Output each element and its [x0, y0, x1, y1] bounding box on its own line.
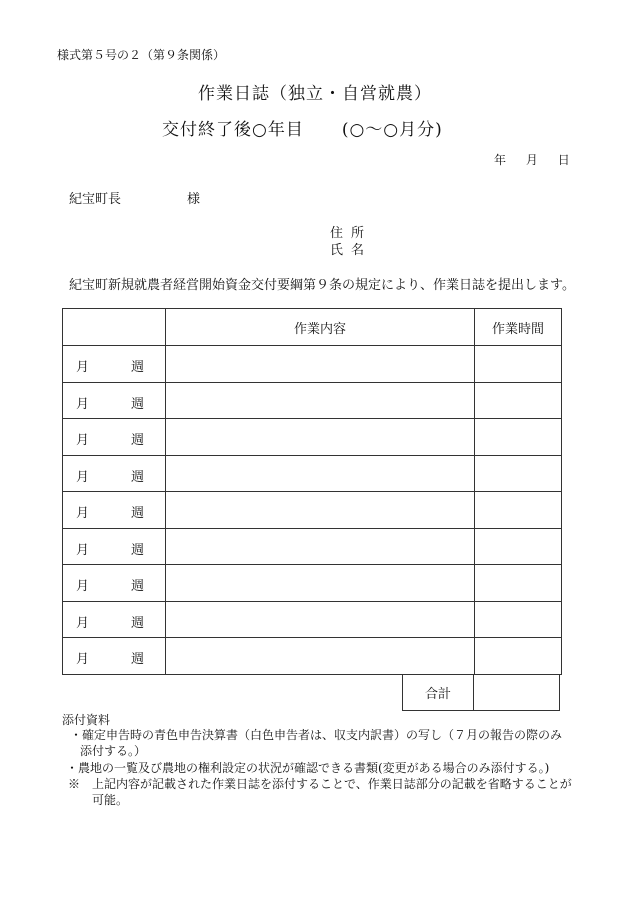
- work-content-cell[interactable]: [166, 565, 475, 602]
- table-row: [63, 382, 562, 419]
- total-hours-cell[interactable]: [474, 675, 560, 711]
- attachment-item: ・確定申告時の青色申告決算書（白色申告者は、収支内訳書）の写し（７月の報告の際のみ添付する。）: [70, 728, 563, 758]
- table-row: [63, 601, 562, 638]
- work-content-cell[interactable]: [166, 346, 475, 383]
- table-row: [63, 565, 562, 602]
- period-cell: [63, 492, 166, 529]
- table-row: [63, 346, 562, 383]
- recipient-name: 紀宝町長: [69, 192, 122, 207]
- total-row: [403, 675, 560, 711]
- work-content-cell[interactable]: [166, 382, 475, 419]
- month-label: 月: [76, 360, 90, 375]
- work-hours-cell[interactable]: [475, 346, 562, 383]
- work-content-cell[interactable]: [166, 455, 475, 492]
- table-row: [63, 419, 562, 456]
- subtitle-period: (○～○月分): [341, 120, 443, 140]
- work-hours-cell[interactable]: [475, 382, 562, 419]
- work-hours-cell[interactable]: [475, 638, 562, 675]
- week-label: 週: [131, 579, 145, 594]
- date-day-label: 日: [557, 153, 570, 167]
- work-hours-cell[interactable]: [475, 528, 562, 565]
- period-cell: [63, 382, 166, 419]
- document-title: 作業日誌（独立・自営就農）: [198, 84, 432, 104]
- week-label: 週: [131, 360, 145, 375]
- table-row: [63, 638, 562, 675]
- table-row: [63, 528, 562, 565]
- week-label: 週: [131, 652, 145, 667]
- month-label: 月: [76, 469, 90, 485]
- week-label: 週: [131, 469, 145, 485]
- work-hours-cell[interactable]: [475, 601, 562, 638]
- period-cell: [63, 565, 166, 602]
- work-content-cell[interactable]: [166, 601, 475, 638]
- work-content-cell[interactable]: [166, 419, 475, 456]
- week-label: 週: [131, 396, 145, 412]
- work-content-cell[interactable]: [166, 638, 475, 675]
- table-row: [63, 455, 562, 492]
- month-label: 月: [76, 506, 90, 521]
- month-label: 月: [76, 542, 90, 558]
- header-work-content: 作業内容: [166, 309, 475, 346]
- total-label: 合計: [403, 675, 474, 711]
- attachment-item: ・農地の一覧及び農地の権利設定の状況が確認できる書類(変更がある場合のみ添付する。): [66, 761, 550, 775]
- month-label: 月: [76, 396, 90, 412]
- week-label: 週: [131, 615, 145, 631]
- date-month-label: 月: [525, 153, 538, 167]
- document-subtitle: [162, 115, 443, 140]
- header-work-hours: 作業時間: [475, 309, 562, 346]
- month-label: 月: [76, 433, 90, 448]
- recipient-honorific: 様: [187, 192, 201, 207]
- week-label: 週: [131, 506, 145, 521]
- date-year-label: 年: [494, 153, 507, 167]
- week-label: 週: [131, 542, 145, 558]
- name-label: 氏名: [330, 243, 373, 258]
- month-label: 月: [76, 615, 90, 631]
- period-cell: [63, 528, 166, 565]
- week-label: 週: [131, 433, 145, 448]
- date-line: [494, 151, 570, 168]
- month-label: 月: [76, 579, 90, 594]
- work-content-cell[interactable]: [166, 528, 475, 565]
- work-log-table: [62, 308, 562, 675]
- work-hours-cell[interactable]: [475, 492, 562, 529]
- work-hours-cell[interactable]: [475, 565, 562, 602]
- submission-statement: 紀宝町新規就農者経営開始資金交付要綱第９条の規定により、作業日誌を提出します。: [69, 278, 575, 293]
- period-cell: [63, 346, 166, 383]
- address-label: 住所: [330, 226, 373, 241]
- period-cell: [63, 419, 166, 456]
- recipient: [69, 188, 200, 207]
- work-hours-cell[interactable]: [475, 419, 562, 456]
- table-row: [63, 492, 562, 529]
- subtitle-year: 交付終了後○年目: [162, 120, 304, 140]
- header-period: [63, 309, 166, 346]
- total-table: [402, 674, 560, 711]
- work-content-cell[interactable]: [166, 492, 475, 529]
- form-number: 様式第５号の２（第９条関係）: [57, 48, 226, 62]
- period-cell: [63, 601, 166, 638]
- work-hours-cell[interactable]: [475, 455, 562, 492]
- period-cell: [63, 455, 166, 492]
- period-cell: [63, 638, 166, 675]
- attachment-note: ※ 上記内容が記載された作業日誌を添付することで、作業日誌部分の記載を省略することが可能。: [68, 777, 572, 807]
- month-label: 月: [76, 652, 90, 667]
- table-header-row: [63, 309, 562, 346]
- attachments-title: 添付資料: [62, 713, 111, 727]
